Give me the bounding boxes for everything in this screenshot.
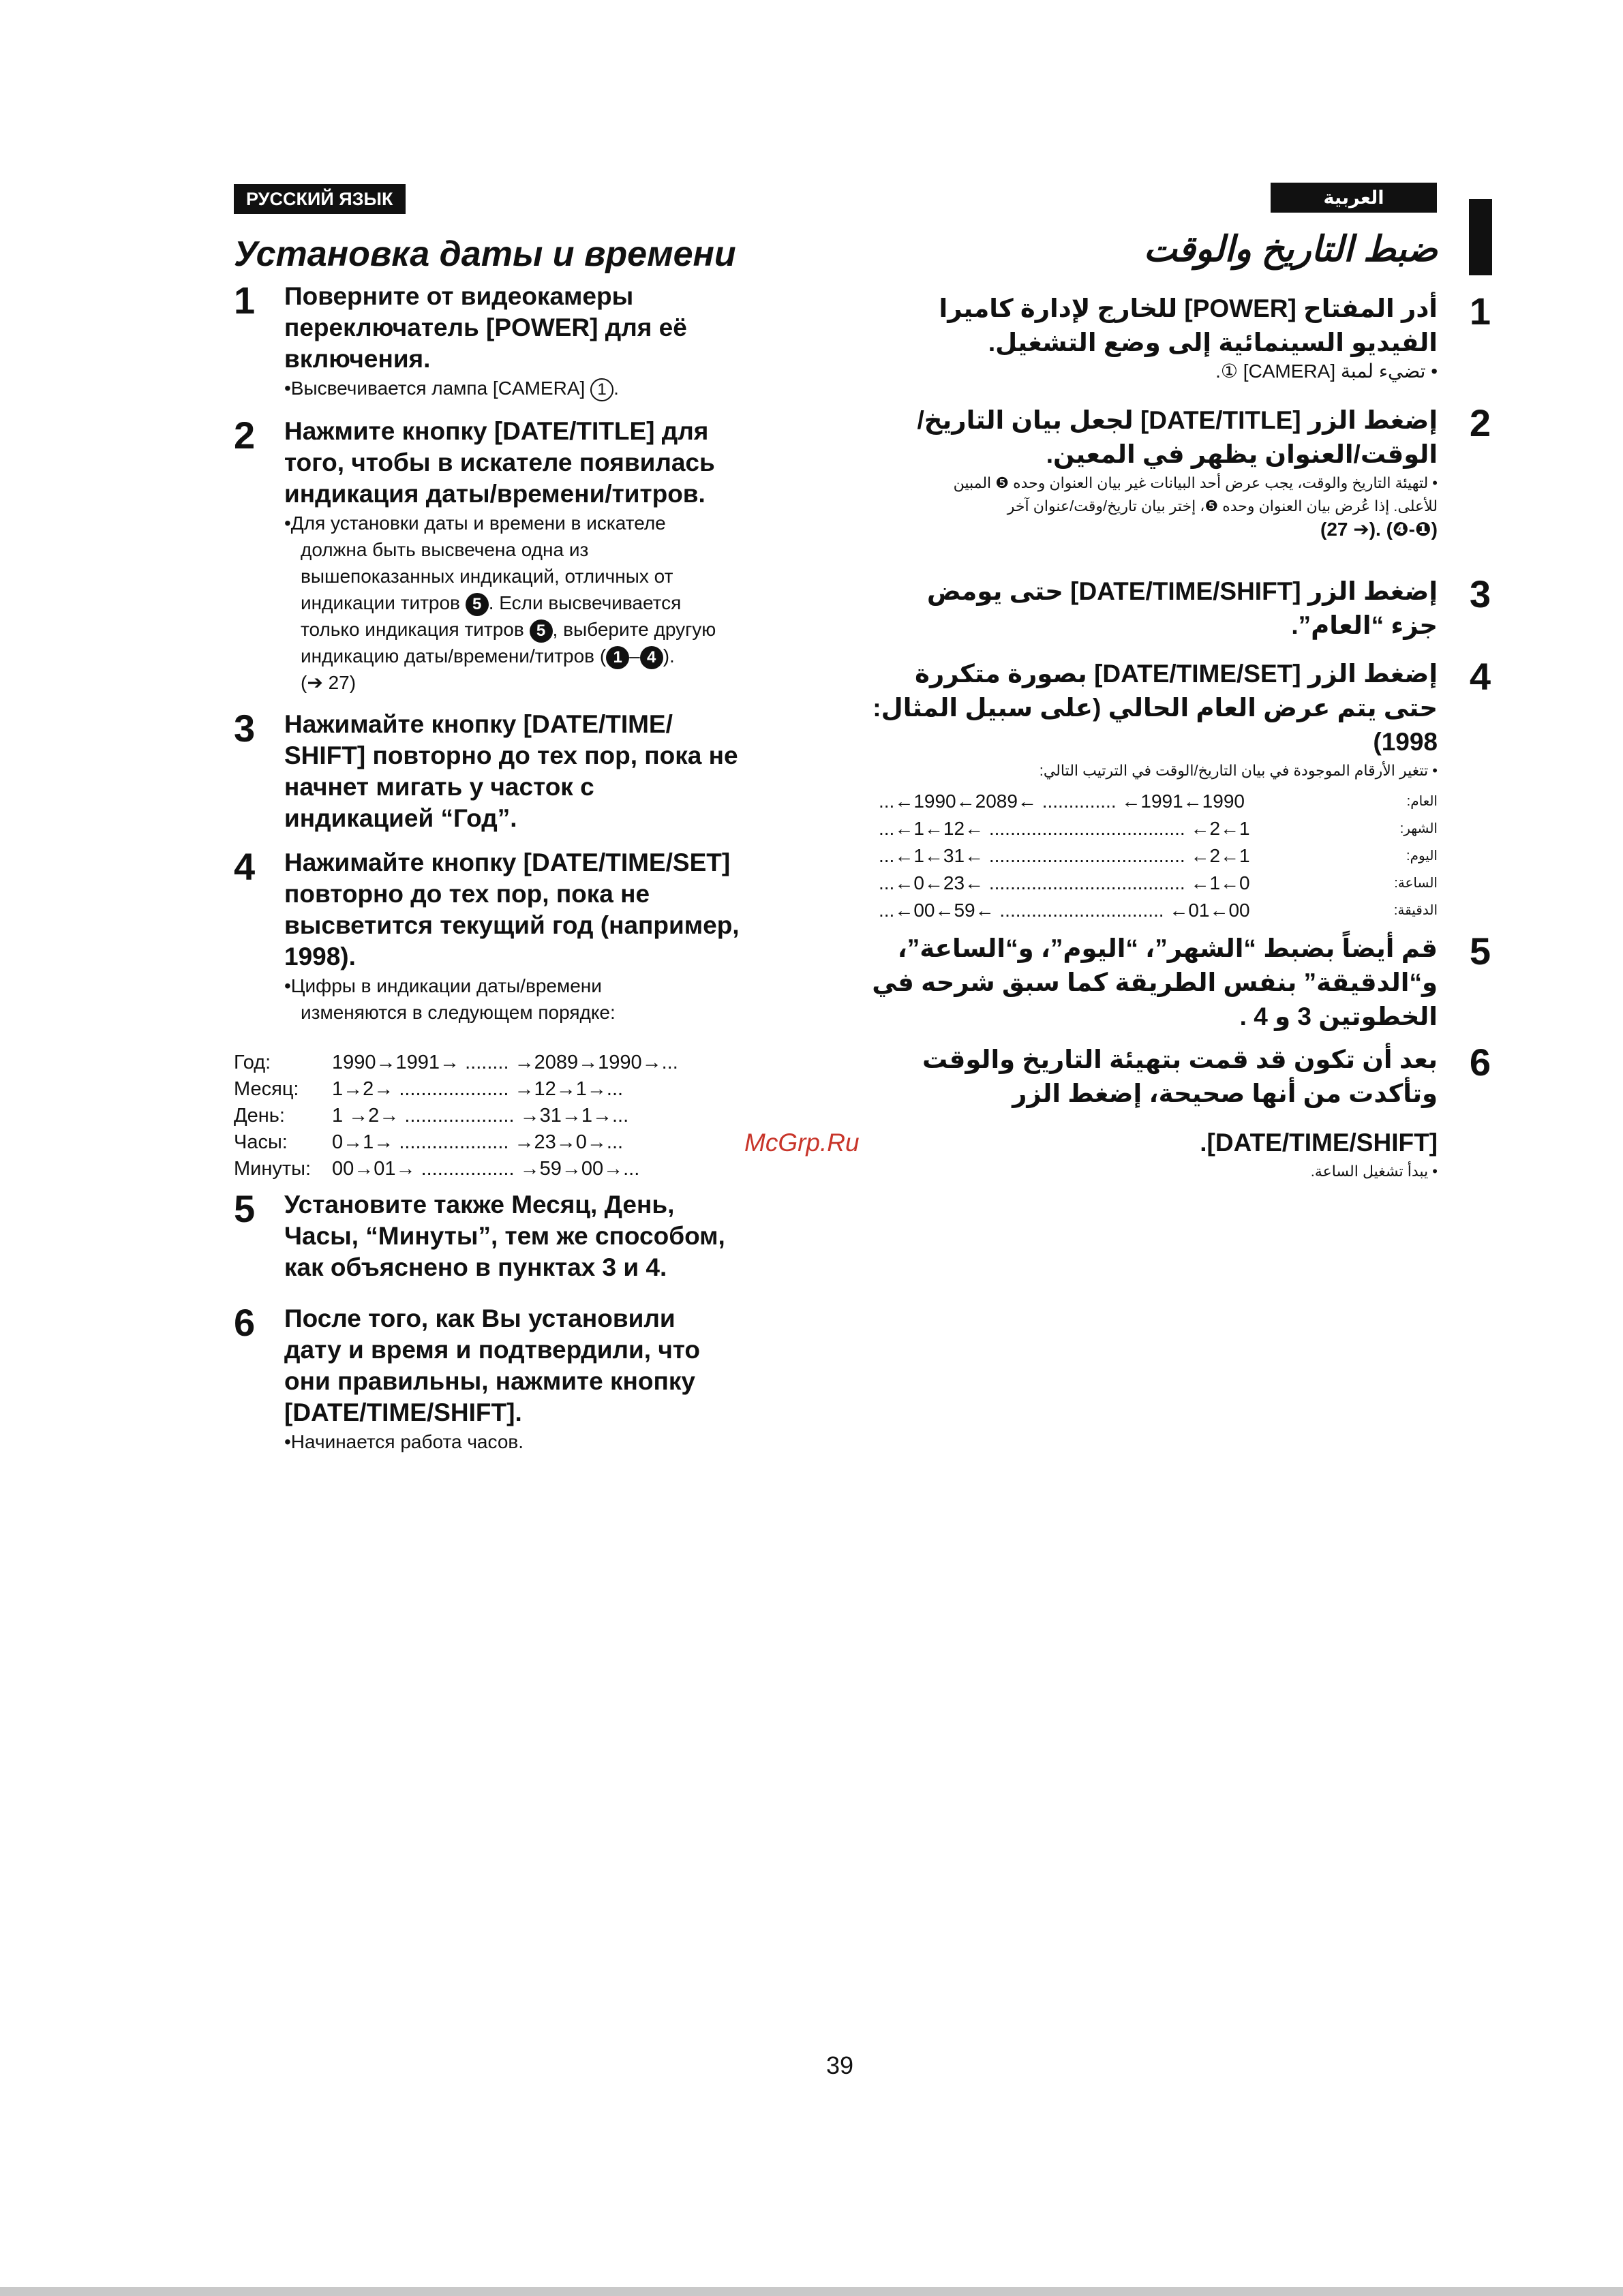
row-value: ...←1←12← ..................................... ←2←1 [879,818,1250,839]
row-value: ...←1990←2089← .............. ←1991←1990 [879,791,1245,812]
step-number: 1 [1469,290,1491,333]
note-text: (➔ 27) [301,672,357,693]
ar-step-4 [770,655,1491,782]
step-note [284,973,806,1026]
note-text: •Высвечивается лампа [CAMERA] [284,378,591,399]
ar-step-2 [770,401,1491,541]
step-text-line: они правильны, нажмите кнопку [284,1367,695,1395]
row-value: 1 →2→ .................... →31→1→... [332,1105,629,1127]
step-text-line: Нажимайте кнопку [DATE/TIME/ [284,710,673,738]
note-text: للأعلى. إذا عُرض بيان العنوان وحده ❺، إختر بيان تاريخ/وقت/عنوان آخر [1007,498,1438,515]
step-text-line: включения. [284,345,431,373]
step-text-line: بعد أن تكون قد قمت بتهيئة التاريخ والوقت [922,1045,1438,1073]
note-text: •Начинается работа часов. [284,1431,524,1452]
note-text: ). [663,645,675,667]
row-label: Месяц: [234,1078,299,1100]
step-text-line: الوقت/العنوان يظهر في المعين. [1046,440,1438,468]
step-text-line: وتأكدت من أنها صحيحة، إضغط الزر [1012,1080,1438,1107]
watermark-text: McGrp.Ru [744,1129,860,1157]
circled-number-icon: 4 [640,646,663,669]
row-value: 00→01→ ................. →59→00→... [332,1158,640,1180]
table-row [879,870,1438,897]
step-text-line: و“الدقيقة” بنفس الطريقة كما سبق شرحه في [872,968,1438,996]
step-note [770,472,1438,541]
circled-number-icon: 5 [530,619,553,643]
row-label: اليوم: [1406,848,1438,863]
note-text: . [613,378,619,399]
step-text-line: حتى يتم عرض العام الحالي (على سبيل المثال: [873,694,1438,722]
table-row [879,842,1438,870]
row-value: ...←0←23← ..................................... ←1←0 [879,872,1250,893]
bottom-edge-rule [0,2287,1623,2296]
step-text-line: переключатель [POWER] для её [284,313,687,341]
ru-step-4 [234,847,806,1026]
step-text-line: جزء “العام”. [1291,611,1438,639]
step-note [284,1428,806,1455]
step-number: 5 [1469,930,1491,973]
row-value: 1→2→ .................... →12→1→... [332,1078,624,1100]
step-text-line: أدر المفتاح [POWER] للخارج لإدارة كاميرا [939,294,1438,322]
step-note [284,375,806,401]
arabic-section-title: ضبط التاريخ والوقت [1143,230,1438,269]
step-number: 6 [234,1301,256,1344]
step-text-line: повторно до тех пор, пока не [284,880,650,908]
circled-number-icon: 5 [466,593,489,616]
row-label: الساعة: [1394,876,1438,891]
note-text: индикации титров [301,592,466,613]
step-text-line: индикация даты/времени/титров. [284,480,706,508]
step-text-line: إضغط الزر [DATE/TITLE] لجعل بيان التاريخ/ [917,406,1438,434]
step-text-line: Установите также Месяц, День, [284,1191,675,1219]
table-row [879,897,1438,924]
circled-number-icon: 1 [590,378,613,401]
note-text: должна быть высвечена одна из [301,539,589,560]
step-number: 4 [234,845,256,888]
step-note [770,1160,1438,1183]
step-number: 3 [1469,572,1491,615]
step-number: 5 [234,1187,256,1230]
ru-step-5 [234,1189,806,1283]
step-text-line: 1998) [1373,728,1438,756]
ru-date-sequence-table [234,1050,847,1182]
table-row [234,1103,847,1129]
step-number: 4 [1469,655,1491,698]
note-text: индикацию даты/времени/титров ( [301,645,607,667]
step-text-line: После того, как Вы установили [284,1304,676,1332]
step-text-line: [DATE/TIME/SHIFT]. [1200,1129,1438,1157]
table-row [879,788,1438,815]
note-text: •Для установки даты и времени в искателе [284,512,666,534]
step-number: 2 [234,414,256,457]
step-text-line: высветится текущий год (например, [284,911,740,939]
row-label: الدقيقة: [1393,903,1438,918]
table-row [234,1050,847,1076]
page-number: 39 [826,2051,854,2079]
step-number: 1 [234,279,256,322]
step-text-line: Нажимайте кнопку [DATE/TIME/SET] [284,848,731,876]
note-text: • تضيء لمبة [CAMERA] ①. [1215,361,1438,382]
note-text: вышепоказанных индикаций, отличных от [301,566,673,587]
step-text-line: إضغط الزر [DATE/TIME/SET] بصورة متكررة [915,660,1438,688]
note-text: только индикация титров [301,619,530,640]
step-text-line: Часы, “Минуты”, тем же способом, [284,1222,725,1250]
note-text: • لتهيئة التاريخ والوقت، يجب عرض أحد البيانات غير بيان العنوان وحده ❺ المبين [953,474,1438,491]
step-number: 6 [1469,1041,1491,1084]
row-value: ...←00←59← ............................... ←01←00 [879,900,1250,921]
step-text-line: الفيديو السينمائية إلى وضع التشغيل. [988,328,1438,356]
ar-date-sequence-table [879,788,1438,924]
ru-step-6 [234,1303,806,1455]
row-value: ...←1←31← ..................................... ←2←1 [879,845,1250,866]
step-note [770,360,1438,383]
ru-step-2 [234,416,806,696]
step-number: 3 [234,707,256,750]
step-note [284,510,806,696]
table-row [879,815,1438,842]
ar-step-5 [770,930,1491,1034]
row-label: Минуты: [234,1158,312,1180]
step-text-line: إضغط الزر [DATE/TIME/SHIFT] حتى يومض [926,577,1438,605]
step-text-line: 1998). [284,943,356,970]
russian-language-badge: РУССКИЙ ЯЗЫК [234,184,406,214]
note-text: . Если высвечивается [488,592,682,613]
step-text-line: الخطوتين 3 و 4 . [1239,1002,1438,1030]
step-text-line: Нажмите кнопку [DATE/TITLE] для [284,417,709,445]
row-value: 0→1→ .................... →23→0→... [332,1131,624,1153]
step-text-line: SHIFT] повторно до тех пор, пока не [284,741,738,769]
row-label: День: [234,1105,285,1127]
step-text-line: индикацией “Год”. [284,804,517,832]
note-text: , выберите другую [552,619,716,640]
arabic-language-badge: العربية [1271,183,1437,213]
step-text-line: Поверните от видеокамеры [284,282,634,310]
ar-step-6 [770,1041,1491,1183]
row-label: الشهر: [1399,821,1438,836]
step-text-line: того, чтобы в искателе появилась [284,448,715,476]
note-text: изменяются в следующем порядке: [301,1002,616,1023]
russian-section-title: Установка даты и времени [234,234,736,274]
step-text-line: قم أيضاً بضبط “الشهر”، “اليوم”، و“الساعة”، [897,934,1438,962]
ru-step-1 [234,281,806,401]
row-value: 1990→1991→ ........ →2089→1990→... [332,1052,678,1073]
row-label: العام: [1406,794,1438,809]
circled-number-icon: 1 [606,646,629,669]
step-text-line: дату и время и подтвердили, что [284,1336,701,1364]
note-text: •Цифры в индикации даты/времени [284,975,602,996]
step-text-line: как объяснено в пунктах 3 и 4. [284,1253,667,1281]
step-text-line: [DATE/TIME/SHIFT]. [284,1398,522,1426]
note-text: – [629,645,640,667]
step-number: 2 [1469,401,1491,444]
step-note [770,759,1438,782]
ru-step-3 [234,709,806,834]
table-row [234,1156,847,1182]
ar-step-3 [770,572,1491,643]
row-label: Часы: [234,1131,288,1153]
row-label: Год: [234,1052,271,1073]
note-text: • يبدأ تشغيل الساعة. [1310,1163,1438,1180]
ar-step-1 [770,290,1491,383]
page-edge-tab-marker [1469,199,1492,275]
step-text-line: начнет мигать у часток с [284,773,594,801]
table-row [234,1076,847,1103]
note-text: • تتغير الأرقام الموجودة في بيان التاريخ/الوقت في الترتيب التالي: [1039,762,1438,779]
note-text: (❶-❹) .(➔ 27) [1320,519,1438,540]
